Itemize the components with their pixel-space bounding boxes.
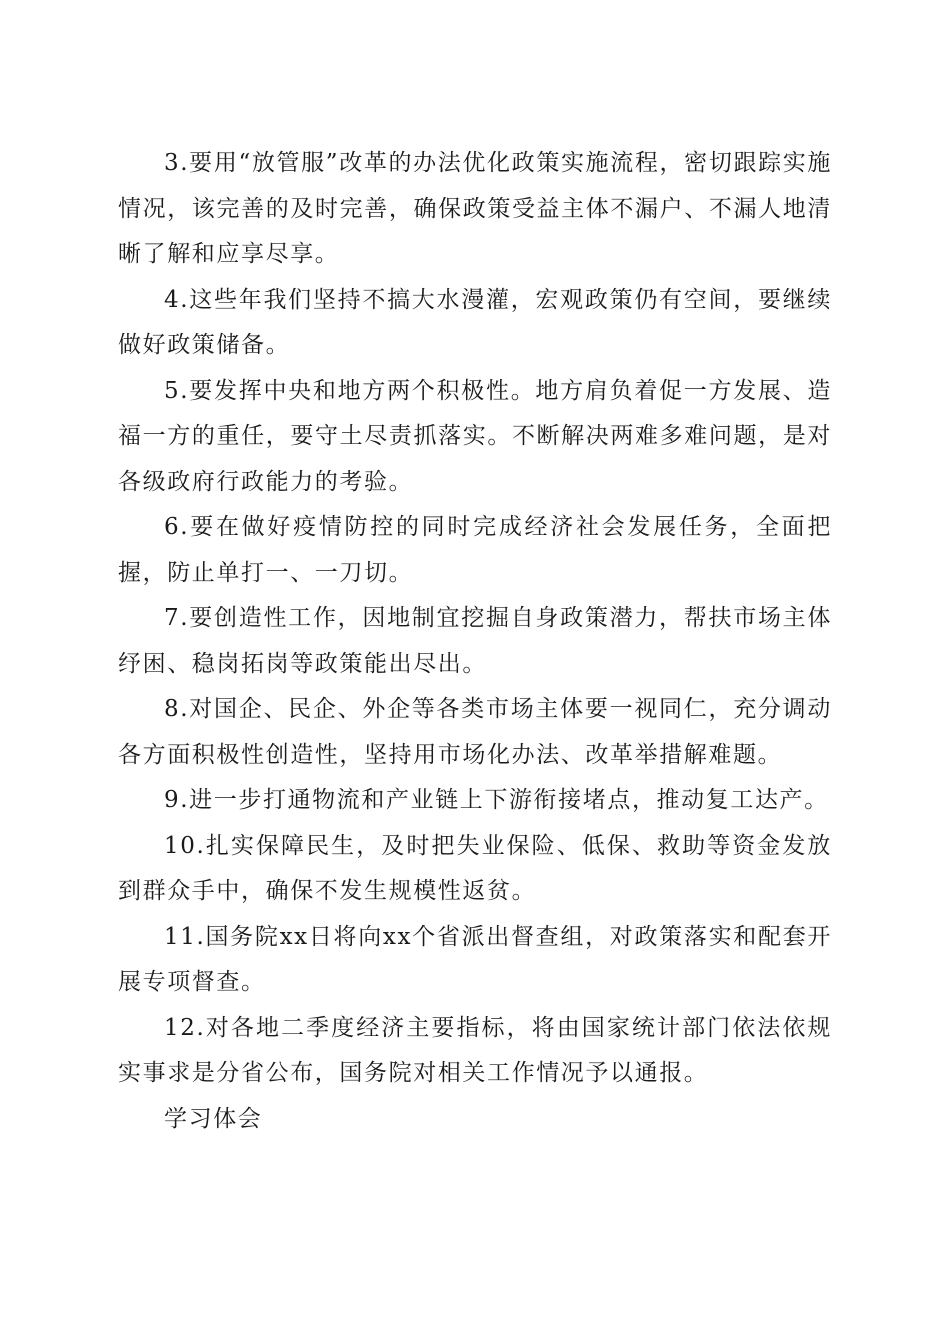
paragraph-item-9: 9.进一步打通物流和产业链上下游衔接堵点，推动复工达产。 [164,787,829,813]
paragraph-item-8: 8.对国企、民企、外企等各类市场主体要一视同仁，充分调动各方面积极性创造性，坚持用市场化办法、改革举措解难题。 [118,696,832,768]
paragraph-item-5: 5.要发挥中央和地方两个积极性。地方肩负着促一方发展、造福一方的重任，要守土尽责抓落实。不断解决两难多难问题，是对各级政府行政能力的考验。 [118,377,832,495]
paragraph-item-4: 4.这些年我们坚持不搞大水漫灌，宏观政策仍有空间，要继续做好政策储备。 [118,286,832,358]
document-body [118,141,832,1142]
paragraph-item-11: 11.国务院xx日将向xx个省派出督查组，对政策落实和配套开展专项督查。 [118,923,832,995]
paragraph-item-7: 7.要创造性工作，因地制宜挖掘自身政策潜力，帮扶市场主体纾困、稳岗拓岗等政策能出尽出。 [118,605,832,677]
section-heading: 学习体会 [164,1105,263,1132]
paragraph-item-6: 6.要在做好疫情防控的同时完成经济社会发展任务，全面把握，防止单打一、一刀切。 [118,514,832,586]
paragraph-item-3: 3.要用“放管服”改革的办法优化政策实施流程，密切跟踪实施情况，该完善的及时完善，确保政策受益主体不漏户、不漏人地清晰了解和应享尽享。 [118,150,832,267]
paragraph-item-10: 10.扎实保障民生，及时把失业保险、低保、救助等资金发放到群众手中，确保不发生规模性返贫。 [118,832,832,904]
paragraph-item-12: 12.对各地二季度经济主要指标，将由国家统计部门依法依规实事求是分省公布，国务院对相关工作情况予以通报。 [118,1014,832,1086]
